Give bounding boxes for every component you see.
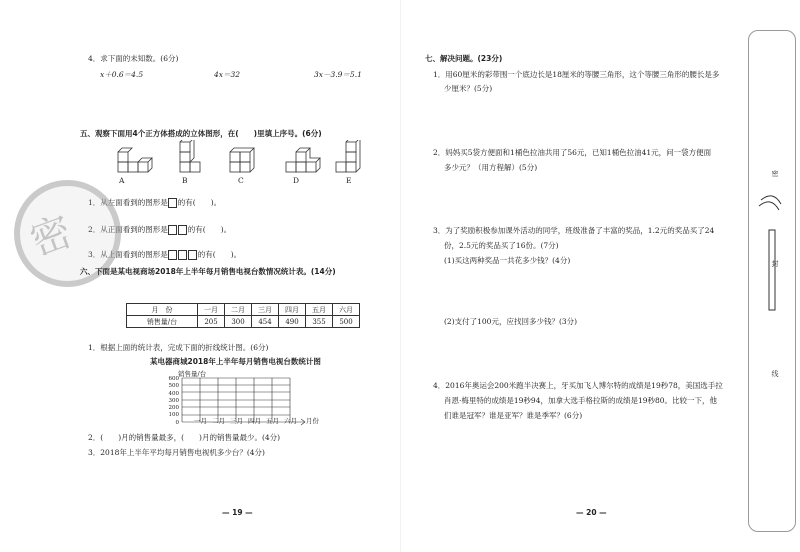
chart-title: 某电器商城2018年上半年每月销售电视台数统计图 [150, 357, 321, 366]
x-tick: 三月 [230, 417, 243, 425]
q5-s2-post: 的有( )。 [187, 225, 232, 234]
table-cell: 四月 [279, 304, 306, 316]
table-cell: 一月 [198, 304, 225, 316]
y-tick: 100 [168, 412, 179, 419]
q4-eq1: x＋0.6＝4.5 [100, 70, 144, 79]
figure-c [230, 148, 254, 172]
x-tick: 四月 [248, 417, 261, 425]
sidebar-mark-3: 线 [771, 370, 779, 377]
p2-line2: 多少元？（用方程解）(5分) [444, 163, 538, 172]
y-tick: 200 [168, 405, 179, 412]
x-axis-label: 月份 [306, 417, 319, 425]
figure-e [336, 140, 360, 172]
q6-s1: 1．根据上面的统计表，完成下面的折线统计图。(6分) [88, 343, 269, 352]
figure-a [118, 148, 152, 172]
table-cell: 六月 [333, 304, 360, 316]
p3-q2: (2)支付了100元，应找回多少钱？(3分) [444, 317, 578, 326]
page-divider [400, 0, 401, 552]
table-cell: 销售量/台 [127, 316, 198, 328]
q5-s1-post: 的有( )。 [177, 198, 222, 207]
sales-table [126, 303, 360, 328]
label-b: B [182, 176, 188, 185]
stamp-char: 密 [24, 208, 78, 266]
table-row [127, 316, 360, 328]
label-e: E [346, 176, 352, 185]
table-cell: 三月 [252, 304, 279, 316]
table-cell: 300 [225, 316, 252, 328]
q5-s3-pre: 3．从上面看到的图形是 [88, 250, 168, 259]
label-c: C [238, 176, 244, 185]
x-tick: 二月 [212, 417, 225, 425]
sidebar-logo-graphic [755, 190, 785, 350]
y-tick: 500 [168, 383, 179, 390]
x-tick: 一月 [194, 417, 207, 425]
figure-d [286, 148, 320, 172]
p3-q1: (1)买这两种奖品一共花多少钱？(4分) [444, 256, 571, 265]
y-tick: 300 [168, 397, 179, 404]
p1-line1: 1．用60厘米的彩带围一个底边长是18厘米的等腰三角形，这个等腰三角形的腰长是多 [433, 70, 720, 79]
p2-line1: 2．妈妈买5袋方便面和1桶色拉油共用了56元，已知1桶色拉油41元，问一袋方便面 [433, 148, 712, 157]
p4-line2: 肖恩·梅里特的成绩是19秒94，加拿大选手格拉斯的成绩是19秒80。比较一下，他 [444, 396, 718, 405]
table-cell: 355 [306, 316, 333, 328]
x-ticks [194, 416, 319, 425]
label-a: A [119, 176, 125, 185]
q5-title: 五、观察下面用4个正方体搭成的立体图形，在( )里填上序号。(6分) [80, 129, 322, 138]
q6-title: 六、下面是某电视商场2018年上半年每月销售电视台数情况统计表。(14分) [80, 267, 336, 276]
table-cell: 490 [279, 316, 306, 328]
table-cell: 500 [333, 316, 360, 328]
q5-s3-post: 的有( )。 [197, 250, 242, 259]
figure-b [180, 140, 200, 172]
p3-line1: 3．为了奖励积极参加课外活动的同学，班级准备了丰富的奖品，1.2元的奖品买了24 [433, 226, 715, 235]
page-number-left: — 19 — [222, 508, 253, 517]
p1-line2: 少厘米？(5分) [444, 84, 493, 93]
q4-eq3: 3x－3.9＝5.1 [314, 70, 362, 79]
p4-line1: 4．2016年奥运会200米跑半决赛上，牙买加飞人博尔特的成绩是19秒78，美国选手拉 [433, 381, 723, 390]
y-tick: 400 [168, 390, 179, 397]
x-tick: 五月 [266, 417, 279, 425]
table-cell: 454 [252, 316, 279, 328]
table-cell: 二月 [225, 304, 252, 316]
y-tick: 0 [175, 419, 179, 426]
table-cell: 205 [198, 316, 225, 328]
table-row [127, 304, 360, 316]
q6-s3: 3．2018年上半年平均每月销售电视机多少台？(4分) [88, 448, 265, 457]
x-tick: 六月 [284, 417, 297, 425]
sidebar-mark-1: 密 [771, 170, 779, 177]
table-cell: 五月 [306, 304, 333, 316]
sidebar-mark-2: 封 [771, 260, 779, 267]
p4-line3: 们谁是冠军？谁是亚军？谁是季军？(6分) [444, 411, 583, 420]
p3-line2: 份，2.5元的奖品买了16份。(7分) [444, 241, 559, 250]
q5-s1-pre: 1．从左面看到的图形是 [88, 198, 168, 207]
label-d: D [293, 176, 300, 185]
page-number-right: — 20 — [576, 508, 607, 517]
table-cell: 月 份 [127, 304, 198, 316]
q7-title: 七、解决问题。(23分) [425, 54, 503, 63]
q5-s2-pre: 2．从正面看到的图形是 [88, 225, 168, 234]
q4-eq2: 4x＝32 [214, 70, 241, 79]
y-axis-label: 销售量/台 [178, 370, 207, 378]
q6-s2: 2．( )月的销售量最多，( )月的销售量最少。(4分) [88, 433, 281, 442]
y-ticks [163, 376, 179, 427]
y-tick: 600 [168, 376, 179, 382]
q4-title: 4．求下面的未知数。(6分) [88, 54, 179, 63]
